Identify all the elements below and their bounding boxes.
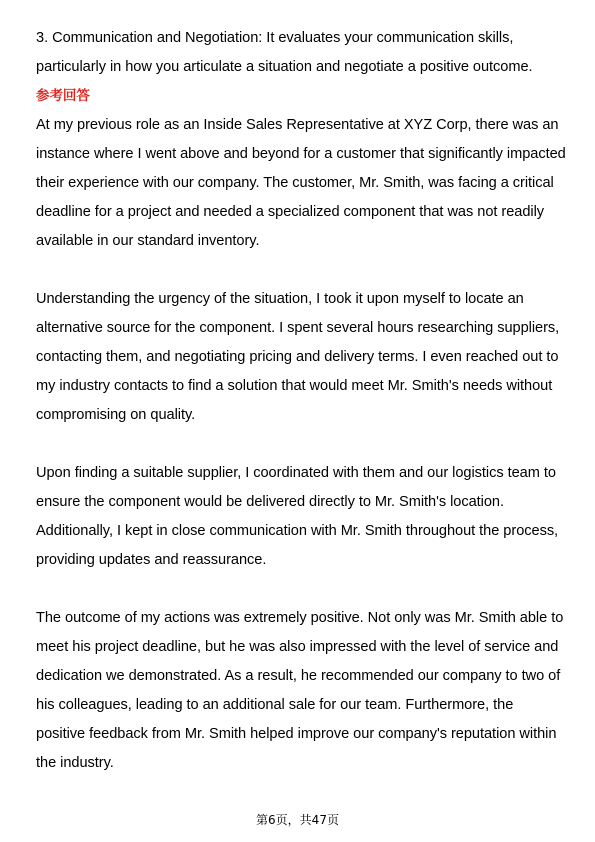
answer-paragraph-1: At my previous role as an Inside Sales Representative at XYZ Corp, there was an instance where I went above and beyond for a customer that significantly impacted their experience with our company. The customer, Mr. Smith, was facing a critical deadline for a project and needed a specialized component that was not readily available in our standard inventory. (36, 117, 566, 249)
page-footer (0, 812, 595, 828)
paragraph-spacer (36, 256, 566, 285)
page-number: 第6页，共47页 (256, 813, 339, 827)
answer-paragraph-3: Upon finding a suitable supplier, I coordinated with them and our logistics team to ensure the component would be delivered directly to Mr. Smith's location. Additionally, I kept in close communication with Mr. Smith throughout the process, providing updates and reassurance. (36, 465, 559, 568)
answer-paragraph-2: Understanding the urgency of the situation, I took it upon myself to locate an alternative source for the component. I spent several hours researching suppliers, contacting them, and negotiating pricing and delivery terms. I even reached out to my industry contacts to find a solution that would meet Mr. Smith's needs without compromising on quality. (36, 291, 560, 423)
answer-heading: 参考回答 (36, 88, 90, 104)
paragraph-spacer (36, 430, 566, 459)
page-content (36, 24, 566, 778)
paragraph-spacer (36, 575, 566, 604)
question-text: 3. Communication and Negotiation: It evaluates your communication skills, particularly in how you articulate a situation and negotiate a positive outcome. (36, 30, 533, 75)
answer-paragraph-4: The outcome of my actions was extremely positive. Not only was Mr. Smith able to meet his project deadline, but he was also impressed with the level of service and dedication we demonstrated. As a result, he recommended our company to two of his colleagues, leading to an additional sale for our team. Furthermore, the positive feedback from Mr. Smith helped improve our company's reputation within the industry. (36, 610, 564, 771)
